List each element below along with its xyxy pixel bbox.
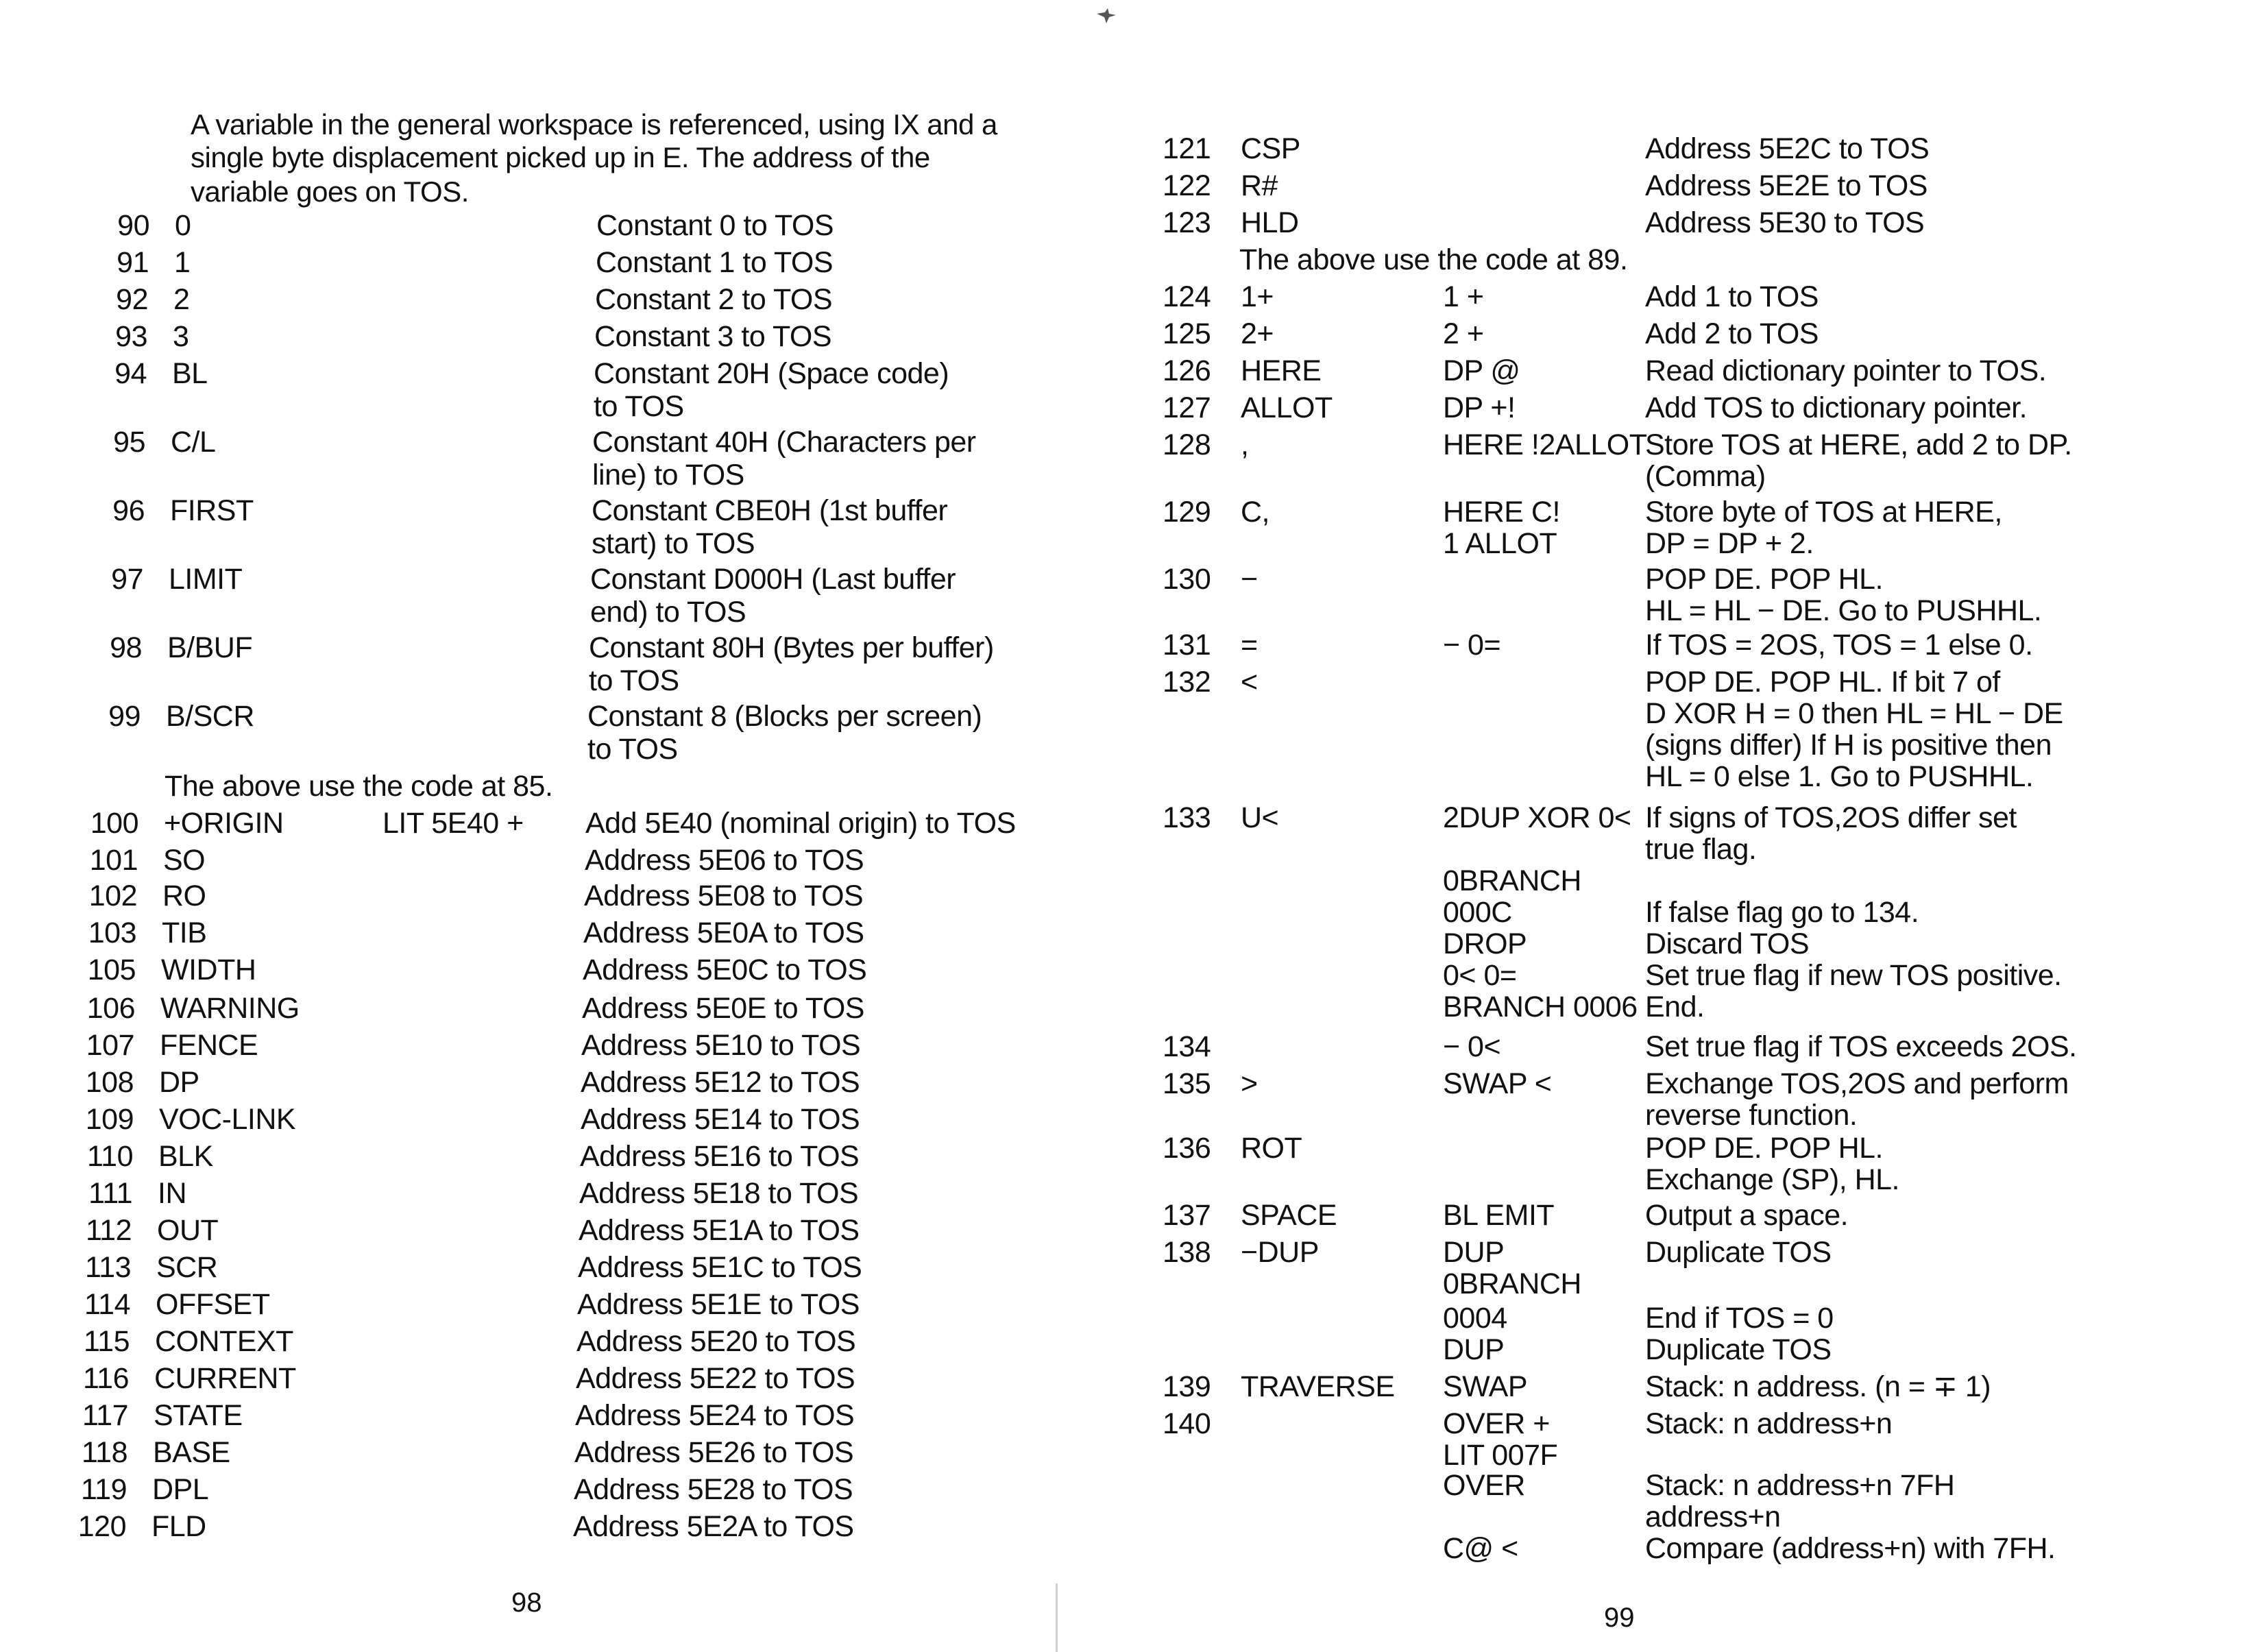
entry-description: Address 5E08 to TOS	[584, 879, 864, 912]
entry-description: If signs of TOS,2OS differ set	[1645, 801, 2017, 834]
entry-number: 123	[1163, 206, 1211, 239]
page-number-right: 99	[1604, 1603, 1635, 1633]
entry-code: LIT 007F	[1443, 1439, 1558, 1472]
page-gutter	[1056, 1583, 1058, 1652]
entry-number: 93	[115, 320, 147, 353]
entry-description: Constant 1 to TOS	[596, 246, 834, 279]
entry-description: Address 5E20 to TOS	[576, 1325, 856, 1358]
entry-description: D XOR H = 0 then HL = HL − DE	[1645, 697, 2063, 730]
entry-code: BL EMIT	[1443, 1199, 1555, 1232]
entry-number: 122	[1163, 169, 1211, 202]
entry-code: BRANCH 0006	[1443, 991, 1638, 1023]
entry-description: Address 5E30 to TOS	[1645, 206, 1925, 239]
entry-number: 138	[1163, 1236, 1211, 1269]
entry-word: IN	[158, 1177, 186, 1210]
entry-number: 103	[88, 916, 136, 949]
entry-code: 1 +	[1443, 280, 1484, 313]
entry-description: Address 5E12 to TOS	[581, 1066, 860, 1099]
entry-number: 111	[88, 1177, 132, 1210]
entry-code: C@ <	[1443, 1532, 1518, 1565]
entry-description: address+n	[1645, 1501, 1781, 1533]
entry-number: 125	[1163, 317, 1211, 350]
entry-description: Stack: n address. (n = ∓ 1)	[1645, 1370, 1991, 1403]
entry-description: Constant CBE0H (1st buffer	[592, 494, 948, 527]
entry-description: Constant 3 to TOS	[594, 320, 832, 353]
entry-code: − 0=	[1443, 629, 1501, 661]
entry-description: Address 5E2E to TOS	[1645, 169, 1928, 202]
entry-code: 1 ALLOT	[1443, 527, 1557, 560]
entry-description: If false flag go to 134.	[1645, 896, 1919, 929]
entry-description: to TOS	[589, 664, 679, 697]
right-page	[1124, 0, 2249, 1648]
entry-word: 1	[174, 246, 191, 279]
entry-number: 116	[82, 1362, 129, 1395]
entry-word: SCR	[156, 1251, 218, 1284]
entry-number: 129	[1163, 496, 1211, 529]
entry-description: Add 5E40 (nominal origin) to TOS	[585, 807, 1016, 840]
entry-description: to TOS	[594, 390, 684, 423]
entry-description: Add 2 to TOS	[1645, 317, 1819, 350]
entry-word: C,	[1241, 496, 1269, 529]
entry-word: TIB	[162, 916, 207, 949]
entry-word: BASE	[153, 1436, 230, 1469]
entry-number: 126	[1163, 354, 1211, 387]
entry-description: Address 5E16 to TOS	[580, 1140, 860, 1173]
entry-description: If TOS = 2OS, TOS = 1 else 0.	[1645, 629, 2033, 661]
entry-number: 121	[1163, 132, 1211, 165]
entry-description: Set true flag if new TOS positive.	[1645, 959, 2062, 992]
entry-word: STATE	[154, 1399, 243, 1432]
entry-number: 112	[85, 1214, 132, 1247]
entry-word: 2	[173, 283, 190, 316]
entry-number: 98	[110, 631, 142, 664]
entry-code: HERE !2ALLOT	[1443, 428, 1647, 461]
entry-description: Constant 80H (Bytes per buffer)	[589, 631, 994, 664]
entry-description: Set true flag if TOS exceeds 2OS.	[1645, 1030, 2077, 1063]
entry-description: Store TOS at HERE, add 2 to DP.	[1645, 428, 2072, 461]
entry-code: 000C	[1443, 896, 1512, 929]
entry-word: =	[1241, 629, 1258, 661]
entry-number: 97	[111, 563, 143, 596]
note-text: The above use the code at 85.	[165, 770, 553, 803]
entry-number: 127	[1163, 391, 1211, 424]
entry-description: Add TOS to dictionary pointer.	[1645, 391, 2028, 424]
entry-word: >	[1241, 1067, 1258, 1100]
entry-description: Address 5E0A to TOS	[583, 916, 864, 949]
entry-description: POP DE. POP HL. If bit 7 of	[1645, 666, 2000, 699]
entry-code: DUP	[1443, 1333, 1505, 1366]
entry-description: POP DE. POP HL.	[1645, 563, 1883, 596]
entry-description: Address 5E0E to TOS	[582, 992, 864, 1025]
entry-description: Stack: n address+n 7FH	[1645, 1469, 1955, 1502]
entry-number: 106	[86, 992, 135, 1025]
entry-word: VOC-LINK	[159, 1103, 296, 1136]
entry-number: 101	[89, 844, 138, 877]
entry-word: FLD	[151, 1510, 206, 1543]
entry-description: Compare (address+n) with 7FH.	[1645, 1532, 2056, 1565]
entry-code: DUP	[1443, 1236, 1505, 1269]
entry-description: Address 5E24 to TOS	[575, 1399, 855, 1432]
entry-word: DP	[159, 1066, 199, 1099]
entry-description: Address 5E28 to TOS	[574, 1473, 853, 1506]
intro-line: single byte displacement picked up in E. The address of the	[191, 141, 930, 173]
entry-number: 133	[1163, 801, 1211, 834]
entry-number: 117	[82, 1399, 128, 1432]
entry-description: to TOS	[587, 733, 678, 766]
entry-description: HL = HL − DE. Go to PUSHHL.	[1645, 594, 2042, 627]
entry-number: 114	[84, 1288, 130, 1321]
entry-number: 96	[112, 494, 145, 527]
page-number-left: 98	[511, 1588, 542, 1618]
entry-description: Store byte of TOS at HERE,	[1645, 496, 2002, 529]
entry-number: 109	[85, 1103, 134, 1136]
entry-word: LIMIT	[169, 563, 243, 596]
entry-code: 0BRANCH	[1443, 864, 1581, 897]
entry-word: CSP	[1241, 132, 1300, 165]
entry-description: Output a space.	[1645, 1199, 1849, 1232]
entry-number: 124	[1163, 280, 1211, 313]
entry-word: ALLOT	[1241, 391, 1333, 424]
entry-number: 131	[1163, 629, 1211, 661]
entry-word: 2+	[1241, 317, 1274, 350]
entry-description: Address 5E2C to TOS	[1645, 132, 1930, 165]
entry-description: Address 5E14 to TOS	[581, 1103, 860, 1136]
entry-word: FENCE	[160, 1029, 258, 1062]
entry-number: 91	[117, 246, 149, 279]
entry-word: HERE	[1241, 354, 1322, 387]
entry-code: SWAP	[1443, 1370, 1528, 1403]
entry-description: Address 5E2A to TOS	[573, 1510, 854, 1543]
entry-word: RO	[162, 879, 206, 912]
entry-word: B/BUF	[167, 631, 253, 664]
entry-description: Constant 40H (Characters per	[592, 426, 976, 459]
entry-number: 137	[1163, 1199, 1211, 1232]
entry-description: Discard TOS	[1645, 927, 1810, 960]
entry-code: DP @	[1443, 354, 1520, 387]
entry-code: DP +!	[1443, 391, 1516, 424]
entry-number: 110	[86, 1140, 133, 1173]
entry-description: Duplicate TOS	[1645, 1236, 1832, 1269]
entry-description: Address 5E0C to TOS	[583, 953, 867, 986]
entry-description: Address 5E22 to TOS	[576, 1362, 855, 1395]
entry-description: Exchange (SP), HL.	[1645, 1163, 1900, 1196]
entry-word: 3	[173, 320, 189, 353]
intro-line: A variable in the general workspace is referenced, using IX and a	[191, 108, 997, 141]
entry-code: OVER +	[1443, 1407, 1550, 1440]
entry-number: 130	[1163, 563, 1211, 596]
entry-description: Constant 20H (Space code)	[594, 357, 949, 390]
entry-description: line) to TOS	[592, 459, 744, 491]
entry-word: U<	[1241, 801, 1279, 834]
entry-word: SO	[163, 844, 206, 877]
entry-description: Address 5E1C to TOS	[578, 1251, 862, 1284]
entry-number: 100	[90, 807, 138, 840]
entry-description: End.	[1645, 991, 1705, 1023]
entry-description: Stack: n address+n	[1645, 1407, 1893, 1440]
entry-description: (signs differ) If H is positive then	[1645, 729, 2052, 762]
entry-number: 105	[87, 953, 136, 986]
entry-word: CURRENT	[154, 1362, 296, 1395]
entry-description: Address 5E1E to TOS	[577, 1288, 860, 1321]
entry-number: 92	[116, 283, 148, 316]
entry-code: 0< 0=	[1443, 959, 1517, 992]
entry-description: reverse function.	[1645, 1099, 1858, 1132]
entry-code: HERE C!	[1443, 496, 1560, 529]
entry-word: FIRST	[170, 494, 254, 527]
entry-word: OUT	[157, 1214, 219, 1247]
entry-code: 2DUP XOR 0<	[1443, 801, 1631, 834]
entry-word: DPL	[152, 1473, 209, 1506]
entry-word: SPACE	[1241, 1199, 1337, 1232]
entry-number: 108	[85, 1066, 134, 1099]
entry-number: 119	[80, 1473, 127, 1506]
entry-word: HLD	[1241, 206, 1299, 239]
entry-word: OFFSET	[156, 1288, 270, 1321]
entry-word: +ORIGIN	[164, 807, 284, 840]
entry-code: 2 +	[1443, 317, 1484, 350]
intro-line: variable goes on TOS.	[191, 175, 469, 208]
entry-description: Address 5E1A to TOS	[579, 1214, 860, 1247]
entry-word: CONTEXT	[155, 1325, 293, 1358]
entry-description: Address 5E18 to TOS	[579, 1177, 859, 1210]
entry-code: SWAP <	[1443, 1067, 1552, 1100]
entry-number: 107	[86, 1029, 134, 1062]
entry-code: − 0<	[1443, 1030, 1501, 1063]
entry-number: 132	[1163, 666, 1211, 699]
entry-description: HL = 0 else 1. Go to PUSHHL.	[1645, 760, 2034, 793]
entry-description: DP = DP + 2.	[1645, 527, 1814, 560]
entry-number: 140	[1163, 1407, 1211, 1440]
entry-number: 136	[1163, 1132, 1211, 1165]
entry-code: DROP	[1443, 927, 1527, 960]
note-text: The above use the code at 89.	[1239, 243, 1628, 276]
entry-description: Read dictionary pointer to TOS.	[1645, 354, 2047, 387]
entry-description: Constant 0 to TOS	[596, 209, 834, 242]
entry-word: B/SCR	[166, 700, 254, 733]
entry-word: TRAVERSE	[1241, 1370, 1395, 1403]
entry-description: Constant 2 to TOS	[595, 283, 833, 316]
entry-word: 1+	[1241, 280, 1274, 313]
entry-number: 90	[117, 209, 149, 242]
entry-word: R#	[1241, 169, 1278, 202]
entry-code: 0BRANCH	[1443, 1267, 1581, 1300]
entry-number: 94	[114, 357, 147, 390]
entry-number: 120	[77, 1510, 126, 1543]
entry-number: 102	[88, 879, 137, 912]
entry-word: ROT	[1241, 1132, 1302, 1165]
entry-description: true flag.	[1645, 833, 1757, 866]
entry-number: 113	[84, 1251, 131, 1284]
entry-description: end) to TOS	[590, 596, 746, 629]
entry-description: Constant 8 (Blocks per screen)	[587, 700, 982, 733]
entry-description: Constant D000H (Last buffer	[590, 563, 956, 596]
entry-description: POP DE. POP HL.	[1645, 1132, 1883, 1165]
entry-description: (Comma)	[1645, 460, 1766, 493]
entry-word: BL	[172, 357, 208, 390]
entry-code: LIT 5E40 +	[382, 807, 524, 840]
entry-description: Add 1 to TOS	[1645, 280, 1819, 313]
entry-number: 128	[1163, 428, 1211, 461]
entry-description: Address 5E10 to TOS	[581, 1029, 861, 1062]
entry-code: OVER	[1443, 1469, 1525, 1502]
entry-number: 135	[1163, 1067, 1211, 1100]
entry-word: C/L	[171, 426, 216, 459]
entry-number: 115	[83, 1325, 130, 1358]
entry-number: 95	[113, 426, 145, 459]
entry-word: 0	[175, 209, 191, 242]
entry-number: 134	[1163, 1030, 1211, 1063]
entry-word: WIDTH	[161, 953, 256, 986]
left-page	[0, 0, 1124, 1648]
entry-description: Duplicate TOS	[1645, 1333, 1832, 1366]
entry-description: Exchange TOS,2OS and perform	[1645, 1067, 2069, 1100]
entry-description: Address 5E26 to TOS	[574, 1436, 854, 1469]
entry-word: −	[1241, 563, 1258, 596]
entry-code: 0004	[1443, 1302, 1507, 1335]
entry-description: End if TOS = 0	[1645, 1302, 1834, 1335]
entry-word: ,	[1241, 428, 1249, 461]
entry-word: WARNING	[160, 992, 300, 1025]
entry-number: 118	[81, 1436, 127, 1469]
entry-description: Address 5E06 to TOS	[585, 844, 864, 877]
entry-number: 139	[1163, 1370, 1211, 1403]
entry-description: start) to TOS	[592, 527, 755, 560]
printer-mark-icon	[1095, 7, 1117, 25]
entry-word: <	[1241, 666, 1258, 699]
entry-word: −DUP	[1241, 1236, 1319, 1269]
entry-number: 99	[108, 700, 141, 733]
entry-word: BLK	[158, 1140, 213, 1173]
